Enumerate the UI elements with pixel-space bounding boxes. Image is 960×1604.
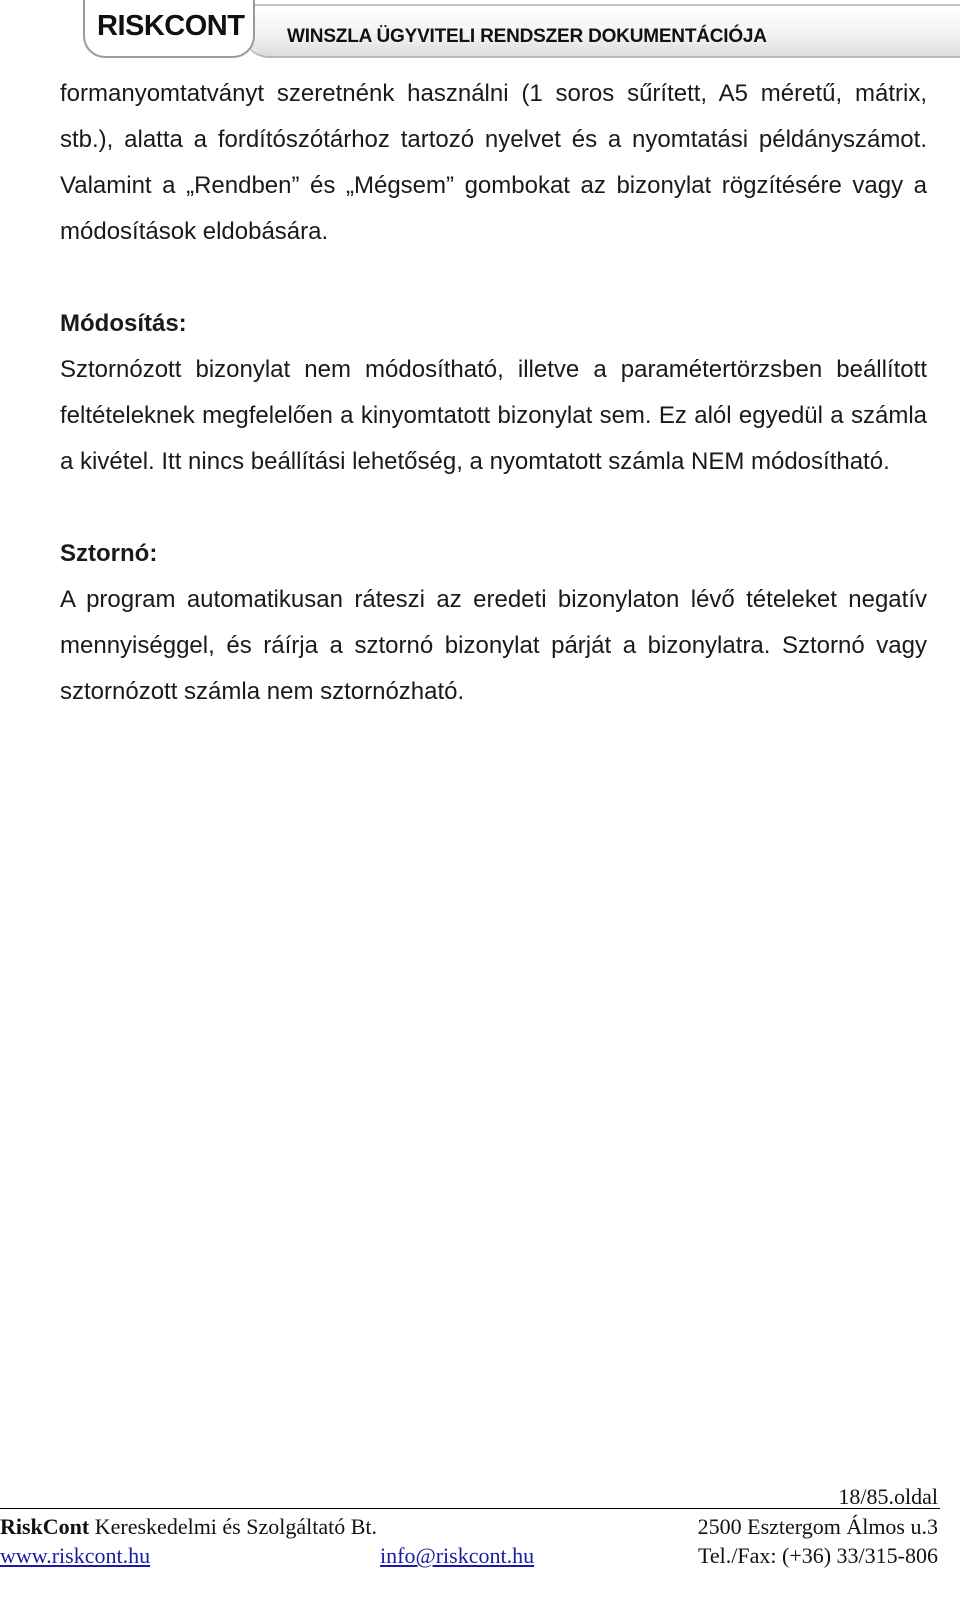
spacer (60, 255, 927, 301)
logo-text: RISKCONT (97, 10, 245, 42)
website-link[interactable]: www.riskcont.hu (0, 1543, 151, 1568)
phone-number: Tel./Fax: (+36) 33/315-806 (697, 1543, 938, 1568)
section-heading-modositas: Módosítás: (60, 310, 187, 337)
company-address: 2500 Esztergom Álmos u.3 (697, 1514, 938, 1539)
company-type: Kereskedelmi és Szolgáltató Bt. (89, 1514, 378, 1539)
title-bar (243, 4, 960, 58)
footer-row-contact (0, 1541, 938, 1570)
email-link[interactable]: info@riskcont.hu (380, 1543, 535, 1568)
document-title: WINSZLA ÜGYVITELI RENDSZER DOKUMENTÁCIÓJA (287, 26, 767, 47)
spacer (60, 485, 927, 531)
footer-divider (0, 1508, 940, 1509)
page-number: 18/85.oldal (838, 1484, 938, 1509)
intro-paragraph: formanyomtatványt szeretnénk használni (1 soros sűrített, A5 méretű, mátrix, stb.), alatta a fordítószótárhoz tartozó nyelvet és a nyomtatási példányszámot. Valamint a „Rendben” és „Mégsem” gombokat az bizonylat rögzítésére vagy a módosítások eldobására. (60, 80, 927, 245)
section-heading-sztorno: Sztornó: (60, 540, 158, 567)
header-banner (83, 0, 960, 64)
company-brand: RiskCont (0, 1514, 90, 1539)
footer-row-company (0, 1512, 938, 1541)
section-text-sztorno: A program automatikusan ráteszi az eredeti bizonylaton lévő tételeket negatív mennyiséggel, és ráírja a sztornó bizonylat párját a bizonylatra. Sztornó vagy sztornózott számla nem sztornózható. (60, 586, 927, 705)
section-text-modositas: Sztornózott bizonylat nem módosítható, illetve a paramétertörzsben beállított feltételeknek megfelelően a kinyomtatott bizonylat sem. Ez alól egyedül a számla a kivétel. Itt nincs beállítási lehetőség, a nyomtatott számla NEM módosítható. (60, 356, 927, 475)
page-footer (0, 1512, 938, 1570)
document-body (60, 71, 927, 715)
riskcont-logo (83, 0, 255, 58)
company-name (0, 1512, 377, 1541)
